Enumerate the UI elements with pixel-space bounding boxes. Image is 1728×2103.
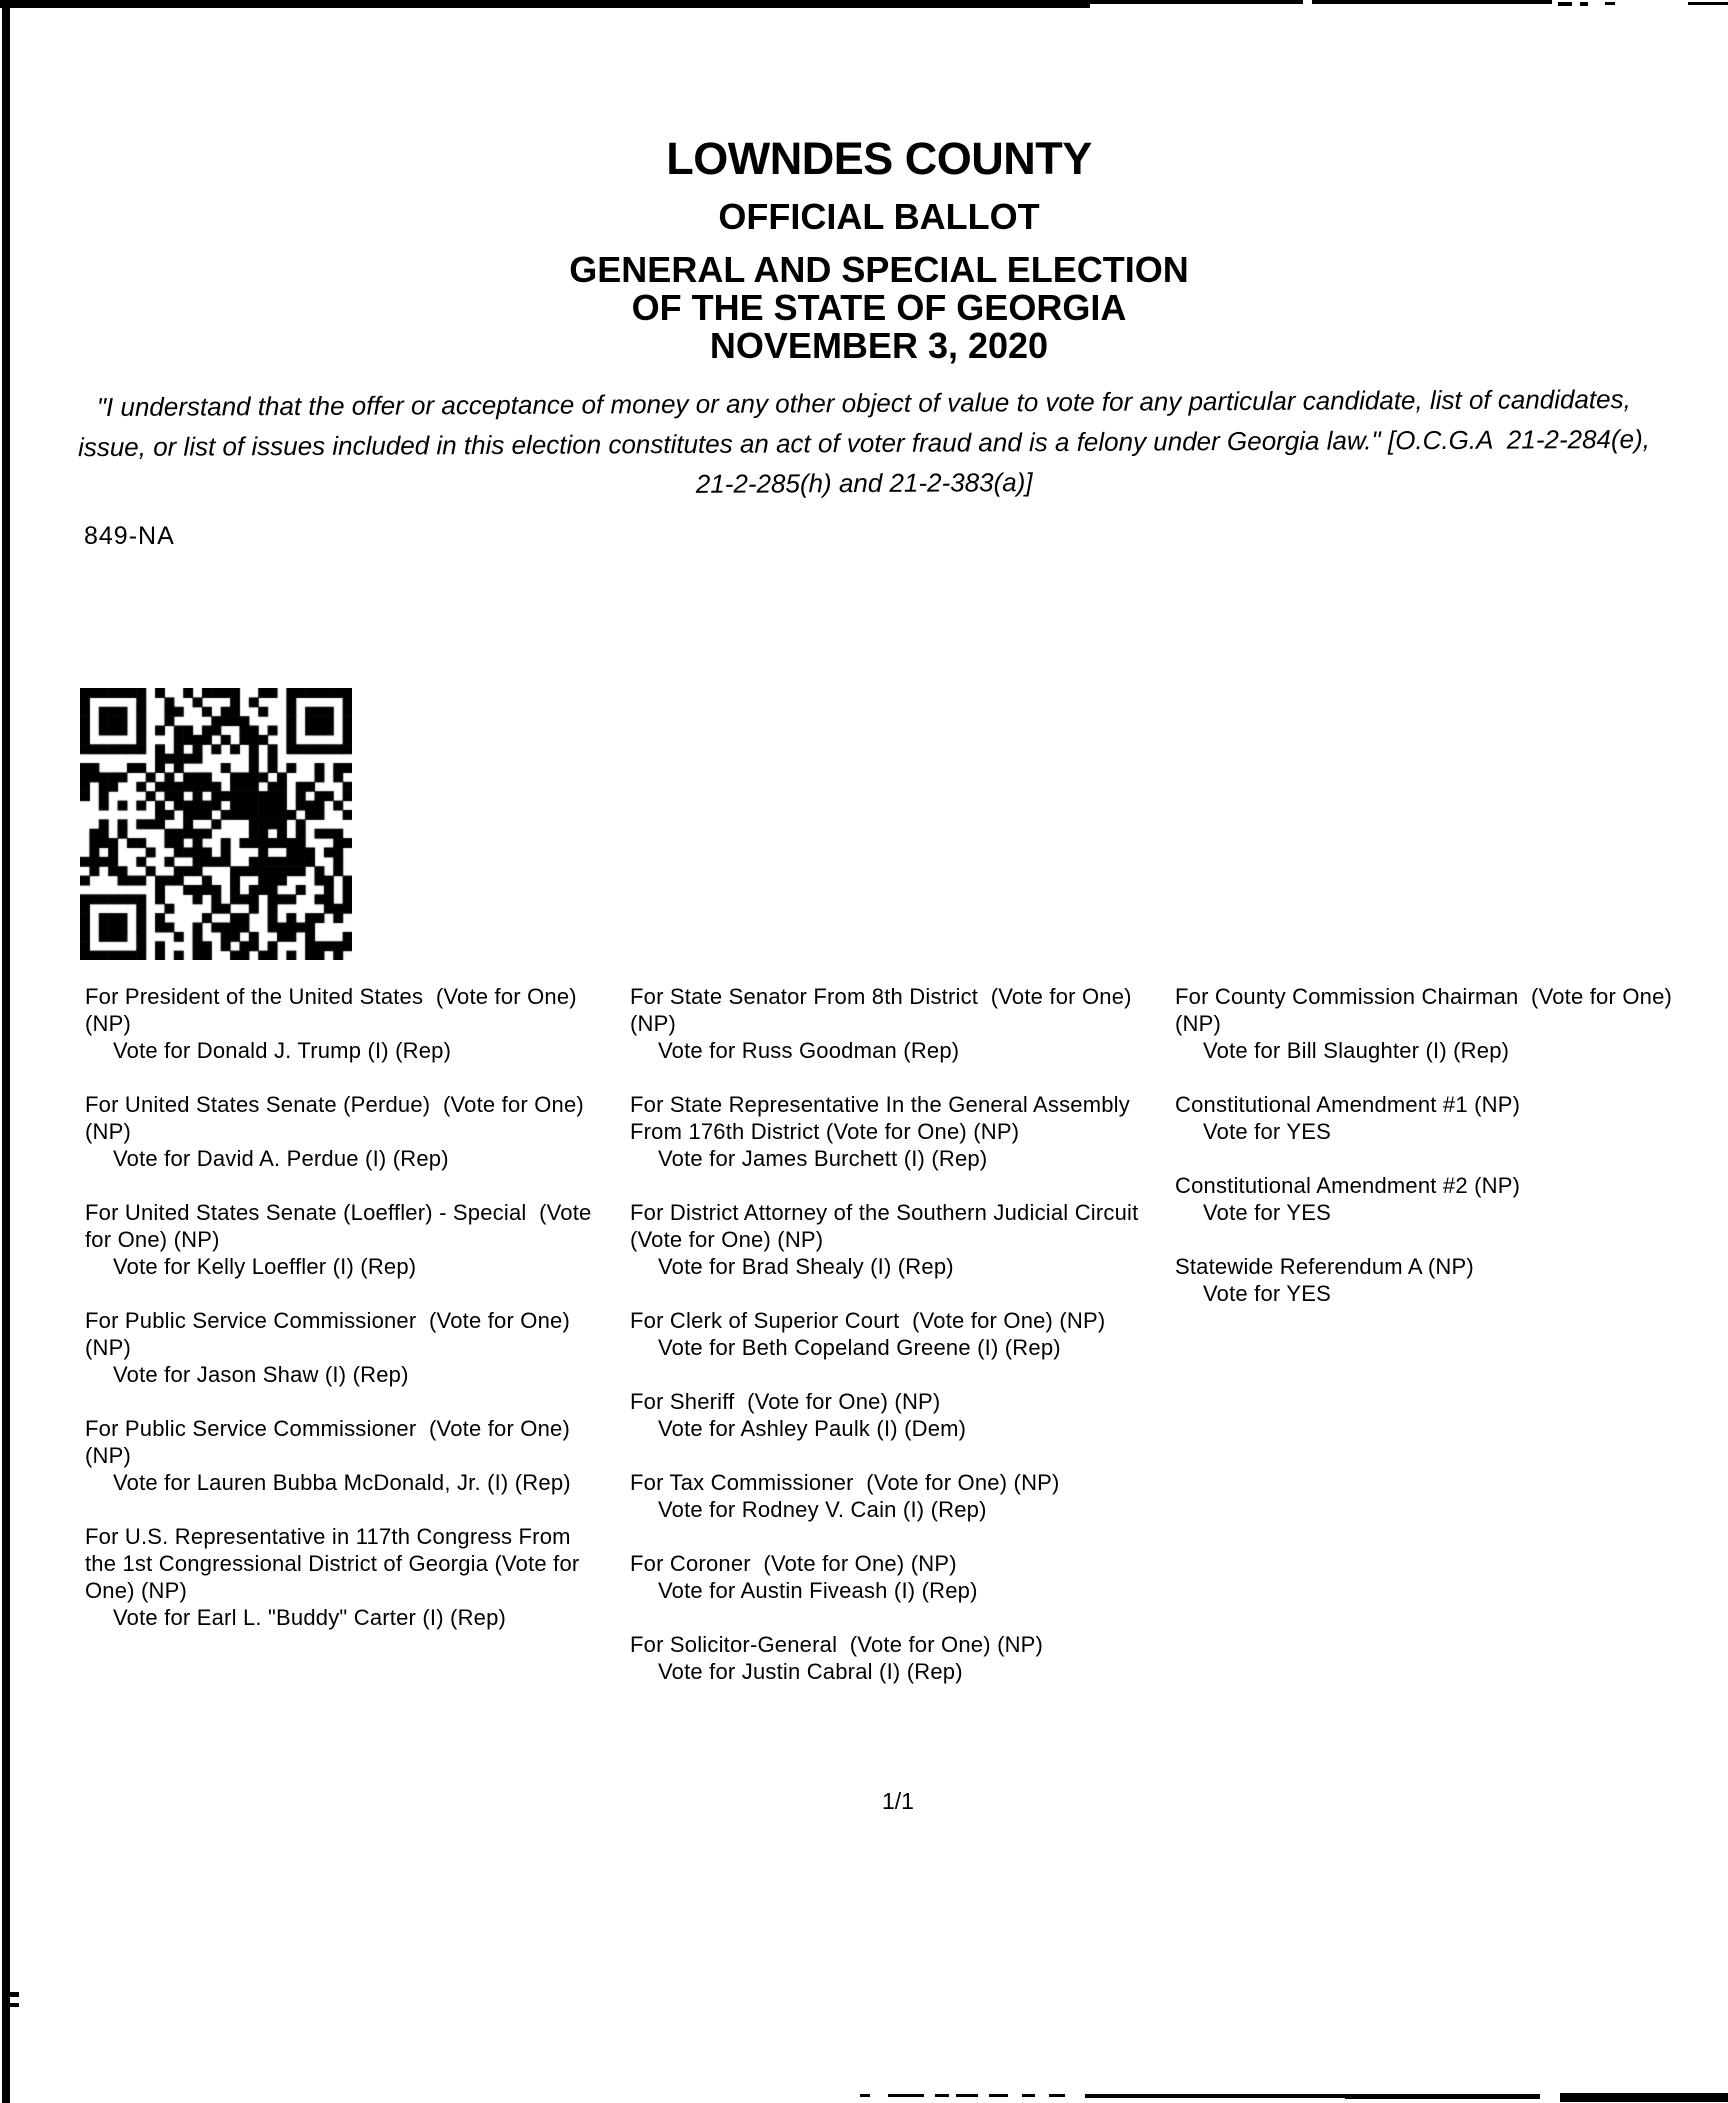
contest-vote-line: Vote for Lauren Bubba McDonald, Jr. (I) (Rep): [113, 1470, 571, 1495]
contest-vote-line: Vote for YES: [1203, 1200, 1331, 1225]
contest-title: For County Commission Chairman (Vote for One) (NP): [1175, 984, 1679, 1036]
contest-entry: [85, 983, 600, 1064]
scan-bottom-line-segment: [1085, 2094, 1345, 2098]
scan-top-line-segment: [0, 0, 1090, 8]
scan-bottom-dash: [1022, 2094, 1035, 2097]
contest-columns: [85, 983, 1690, 1712]
voter-fraud-disclaimer: "I understand that the offer or acceptance of money or any other object of value to vote for any particular candidate, list of candidates, issue, or list of issues included in this election constitutes an act of voter fraud and is a felony under Georgia law." [O.C.G.A 21-2-284(e), 21-2-285(h) and 21-2-383(a)]: [77, 383, 1658, 499]
contest-vote-line: Vote for Earl L. "Buddy" Carter (I) (Rep): [113, 1605, 507, 1630]
page-number: 1/1: [882, 1788, 914, 1814]
contest-vote-line: Vote for Justin Cabral (I) (Rep): [658, 1659, 963, 1684]
contest-title: For United States Senate (Loeffler) - Special (Vote for One) (NP): [85, 1200, 598, 1252]
election-title-line1: GENERAL AND SPECIAL ELECTION: [569, 249, 1189, 290]
ballot-column-1: [85, 983, 600, 1712]
scan-left-tick: [10, 2003, 19, 2007]
county-title: LOWNDES COUNTY: [666, 133, 1092, 184]
contest-title: For State Senator From 8th District (Vote for One) (NP): [630, 984, 1139, 1036]
contest-entry: [1175, 1253, 1690, 1307]
election-title-line2: OF THE STATE OF GEORGIA: [631, 287, 1127, 328]
scan-top-line-mark: [1558, 2, 1572, 6]
contest-entry: [85, 1199, 600, 1280]
contest-title: Constitutional Amendment #1 (NP): [1175, 1092, 1521, 1117]
scan-bottom-line-segment: [1345, 2094, 1540, 2099]
contest-vote-line: Vote for Rodney V. Cain (I) (Rep): [658, 1497, 987, 1522]
contest-vote-line: Vote for Beth Copeland Greene (I) (Rep): [658, 1335, 1061, 1360]
contest-title: For Sheriff (Vote for One) (NP): [630, 1389, 941, 1414]
ballot-type-title: OFFICIAL BALLOT: [718, 196, 1040, 237]
contest-title: For Solicitor-General (Vote for One) (NP): [630, 1632, 1044, 1657]
contest-title: Statewide Referendum A (NP): [1175, 1254, 1474, 1279]
contest-entry: [630, 1550, 1145, 1604]
scan-left-border: [2, 0, 10, 2103]
contest-vote-line: Vote for Brad Shealy (I) (Rep): [658, 1254, 954, 1279]
contest-vote-line: Vote for Kelly Loeffler (I) (Rep): [113, 1254, 417, 1279]
contest-title: For District Attorney of the Southern Judicial Circuit (Vote for One) (NP): [630, 1200, 1152, 1252]
contest-vote-line: Vote for Austin Fiveash (I) (Rep): [658, 1578, 978, 1603]
contest-vote-line: Vote for Jason Shaw (I) (Rep): [113, 1362, 409, 1387]
contest-vote-line: Vote for YES: [1203, 1119, 1331, 1144]
contest-entry: [1175, 1172, 1690, 1226]
contest-vote-line: Vote for Russ Goodman (Rep): [658, 1038, 960, 1063]
ballot-style-number: 849-NA: [84, 522, 175, 550]
contest-entry: [1175, 1091, 1690, 1145]
scan-top-line-mark: [1605, 2, 1615, 5]
contest-title: For Tax Commissioner (Vote for One) (NP): [630, 1470, 1060, 1495]
contest-entry: [630, 1388, 1145, 1442]
scan-bottom-dash: [1049, 2094, 1065, 2097]
ballot-column-2: [630, 983, 1152, 1712]
contest-title: For Public Service Commissioner (Vote for One) (NP): [85, 1308, 577, 1360]
scan-bottom-dash: [956, 2094, 978, 2097]
scan-bottom-dash: [888, 2094, 924, 2097]
contest-title: For Coroner (Vote for One) (NP): [630, 1551, 957, 1576]
scan-bottom-line-segment: [1560, 2093, 1728, 2102]
scan-bottom-dash: [935, 2094, 949, 2097]
contest-title: Constitutional Amendment #2 (NP): [1175, 1173, 1521, 1198]
contest-entry: [630, 1199, 1152, 1280]
contest-entry: [630, 1469, 1145, 1523]
scan-top-line-segment: [1090, 0, 1303, 4]
contest-vote-line: Vote for YES: [1203, 1281, 1331, 1306]
contest-vote-line: Vote for Bill Slaughter (I) (Rep): [1203, 1038, 1510, 1063]
scan-top-line-mark: [1688, 2, 1728, 5]
contest-vote-line: Vote for Ashley Paulk (I) (Dem): [658, 1416, 967, 1441]
contest-entry: [630, 1307, 1145, 1361]
contest-title: For United States Senate (Perdue) (Vote for One) (NP): [85, 1092, 591, 1144]
scan-left-tick: [10, 1992, 19, 1997]
contest-entry: [630, 1631, 1145, 1685]
contest-title: For U.S. Representative in 117th Congress From the 1st Congressional District of Georgia (Vote for One) (NP): [85, 1524, 586, 1603]
contest-entry: [85, 1091, 600, 1172]
scan-top-line-segment: [1312, 0, 1552, 4]
contest-entry: [85, 1523, 600, 1631]
election-date: NOVEMBER 3, 2020: [709, 325, 1049, 366]
contest-vote-line: Vote for Donald J. Trump (I) (Rep): [113, 1038, 452, 1063]
contest-entry: [85, 1307, 600, 1388]
contest-entry: [1175, 983, 1690, 1064]
scan-bottom-dash: [989, 2094, 1008, 2097]
scan-top-line-mark: [1580, 2, 1588, 6]
contest-title: For President of the United States (Vote for One) (NP): [85, 984, 584, 1036]
contest-entry: [630, 1091, 1145, 1172]
ballot-column-3: [1175, 983, 1690, 1712]
scan-bottom-dash: [860, 2094, 870, 2097]
contest-title: For State Representative In the General Assembly From 176th District (Vote for One) (NP): [630, 1092, 1137, 1144]
contest-title: For Public Service Commissioner (Vote for One) (NP): [85, 1416, 577, 1468]
contest-entry: [630, 983, 1145, 1064]
contest-entry: [85, 1415, 600, 1496]
contest-vote-line: Vote for James Burchett (I) (Rep): [658, 1146, 988, 1171]
contest-vote-line: Vote for David A. Perdue (I) (Rep): [113, 1146, 449, 1171]
qr-code: [80, 688, 352, 960]
contest-title: For Clerk of Superior Court (Vote for One) (NP): [630, 1308, 1106, 1333]
